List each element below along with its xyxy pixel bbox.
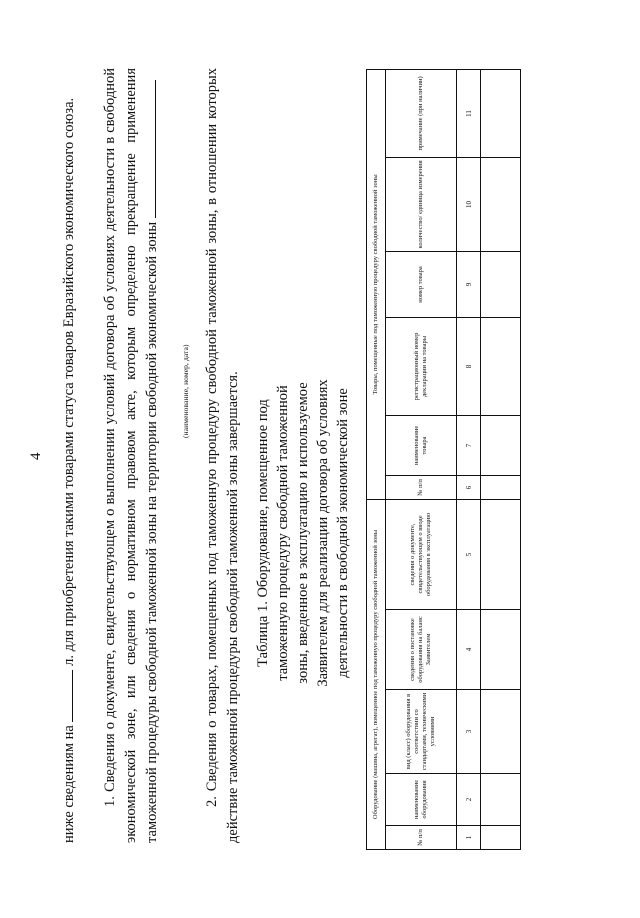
column-number: 1 bbox=[457, 826, 481, 850]
column-number-row bbox=[457, 69, 481, 849]
table-cell[interactable] bbox=[481, 317, 521, 415]
intro-paragraph bbox=[59, 68, 80, 843]
header-cell: № п/п bbox=[386, 475, 457, 499]
document-details-blank bbox=[141, 80, 156, 218]
table-caption: Таблица 1. Оборудование, помещенное под таможенную процедуру свободной таможенной зоны, введенное в эксплуатацию и используемое Заявителем для реализации договора об условиях деятельности в свободной экономической зоне bbox=[255, 379, 351, 687]
header-cell: вид (класс) оборудования в соответствии со стандартами, техническими условиями bbox=[386, 690, 457, 774]
table-cell[interactable] bbox=[481, 251, 521, 317]
column-number: 11 bbox=[457, 69, 481, 157]
empty-data-row bbox=[481, 69, 521, 849]
column-number: 7 bbox=[457, 415, 481, 475]
column-number: 2 bbox=[457, 774, 481, 826]
paragraph-2 bbox=[202, 68, 243, 843]
header-cell: наименование оборудования bbox=[386, 774, 457, 826]
group-header-goods: Товары, помещенные под таможенную процедуру свободной таможенной зоны bbox=[367, 69, 386, 499]
paragraph-1-text: 1. Сведения о документе, свидетельствующем о выполнении условий договора об условиях деятельности в свободной экономической зоне, или сведения о нормативном правовом акте, которым определено прекращение применения таможенной процедуры свободной таможенной зоны на территории свободной экономической зоны bbox=[102, 68, 160, 843]
column-number: 6 bbox=[457, 475, 481, 499]
header-cell: сведения о документе, свидетельствующем о вводе оборудования в эксплуатацию bbox=[386, 499, 457, 609]
intro-text-after: л. для приобретения такими товарами статуса товаров Евразийского экономического союза. bbox=[61, 97, 77, 666]
table-cell[interactable] bbox=[481, 610, 521, 690]
column-number: 8 bbox=[457, 317, 481, 415]
column-number: 4 bbox=[457, 610, 481, 690]
header-cell: примечание (при наличии) bbox=[386, 69, 457, 157]
table-header-row bbox=[386, 69, 457, 849]
column-number: 5 bbox=[457, 499, 481, 609]
column-number: 9 bbox=[457, 251, 481, 317]
header-cell: наименование товара bbox=[386, 415, 457, 475]
header-cell: номер товара bbox=[386, 251, 457, 317]
table-cell[interactable] bbox=[481, 826, 521, 850]
paragraph-1 bbox=[100, 68, 163, 843]
header-cell: регистрационный номер декларации на товары bbox=[386, 317, 457, 415]
table-cell[interactable] bbox=[481, 774, 521, 826]
paragraph-2-text: 2. Сведения о товарах, помещенных под таможенную процедуру свободной таможенной зоны, в отношении которых действие таможенной процедуры свободной таможенной зоны завершается. bbox=[204, 68, 241, 843]
table-cell[interactable] bbox=[481, 69, 521, 157]
intro-text-before: ниже сведениям на bbox=[61, 725, 77, 843]
header-cell: № п/п bbox=[386, 826, 457, 850]
header-cell: сведения о постановке оборудования на баланс Заявителем bbox=[386, 610, 457, 690]
table-cell[interactable] bbox=[481, 475, 521, 499]
sheet-count-blank bbox=[59, 670, 73, 722]
column-number: 3 bbox=[457, 690, 481, 774]
page-number: 4 bbox=[28, 452, 44, 460]
table-group-header-row bbox=[367, 69, 386, 849]
table-cell[interactable] bbox=[481, 157, 521, 251]
table-cell[interactable] bbox=[481, 499, 521, 609]
table-cell[interactable] bbox=[481, 690, 521, 774]
group-header-equipment: Оборудование (машина, агрегат), помещенное под таможенную процедуру свободной таможенной зоны bbox=[367, 499, 386, 849]
field-hint: (наименование, номер, дата) bbox=[181, 344, 190, 438]
header-cell: количество/ единица измерения bbox=[386, 157, 457, 251]
table-cell[interactable] bbox=[481, 415, 521, 475]
column-number: 10 bbox=[457, 157, 481, 251]
equipment-goods-table bbox=[366, 69, 521, 850]
